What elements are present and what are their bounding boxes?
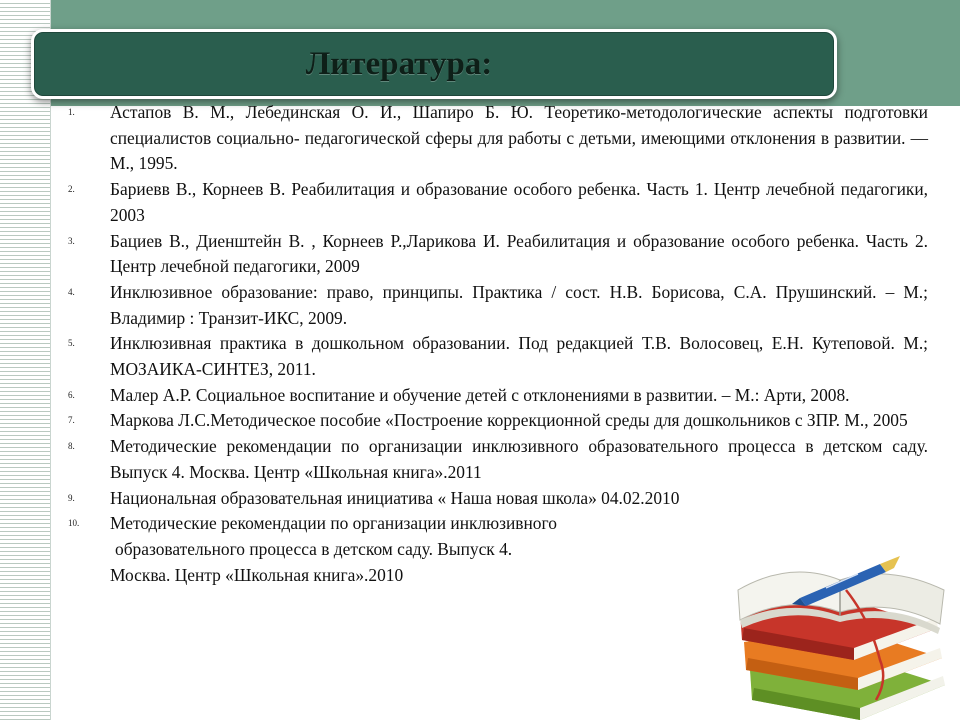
item-text: Национальная образовательная инициатива « Наша новая школа» 04.02.2010 [110,487,680,508]
item-text-line-2: образовательного процесса в детском саду. Выпуск 4. [115,538,513,559]
item-number: 8. [68,441,75,452]
item-text: Маркова Л.С.Методическое пособие «Построение коррекционной среды для дошкольников с ЗПР. М., 2005 [110,410,908,431]
title-bar [31,29,837,99]
list-item [68,100,928,177]
list-item [68,177,928,228]
item-text: Инклюзивное образование: право, принципы. Практика / сост. Н.В. Борисова, С.А. Прушинский. – М.; Владимир : Транзит-ИКС, 2009. [110,281,928,328]
left-divider [50,0,51,720]
item-text-line-1: Методические рекомендации по организации инклюзивного [110,513,557,534]
list-item [68,331,928,382]
item-number: 10. [68,518,80,529]
list-item [68,280,928,331]
item-text: Бариевв В., Корнеев В. Реабилитация и образование особого ребенка. Часть 1. Центр лечебной педагогики, 2003 [110,179,928,225]
slide-title: Литература: [305,45,493,82]
item-number: 1. [68,107,75,117]
item-number: 4. [68,286,75,297]
left-stripe-decoration [0,0,50,720]
item-number: 7. [68,415,75,426]
item-number: 5. [68,338,75,349]
item-text: Инклюзивная практика в дошкольном образовании. Под редакцией Т.В. Волосовец, Е.Н. Кутеповой. М.; МОЗАИКА-СИНТЕЗ, 2011. [110,333,928,380]
item-text: Бациев В., Диенштейн В. , Корнеев Р.,Ларикова И. Реабилитация и образование особого ребенка. Часть 2. Центр лечебной педагогики, 2009 [110,230,928,277]
reference-list [68,100,928,588]
item-text-line-3: Москва. Центр «Школьная книга».2010 [110,564,404,585]
item-text: Малер А.Р. Социальное воспитание и обучение детей с отклонениями в развитии. – М.: Арти, 2008. [110,384,850,405]
item-number: 9. [68,492,75,503]
item-number: 6. [68,389,75,400]
list-item [68,408,928,434]
item-text: Методические рекомендации по организации инклюзивного образовательного процесса в детском саду. Выпуск 4. Москва. Центр «Школьная книга».2011 [110,436,928,482]
books-illustration [730,550,958,720]
list-item [68,383,928,409]
list-item [68,434,928,485]
list-item [68,486,928,512]
item-number: 3. [68,235,75,246]
item-number: 2. [68,184,75,195]
list-item [68,229,928,280]
item-text: Астапов В. М., Лебединская О. И., Шапиро Б. Ю. Теоретико-методологические аспекты подготовки специалистов социально- педагогической сферы для работы с детьми, имеющими отклонения в развитии. — М., 1995. [110,102,928,174]
